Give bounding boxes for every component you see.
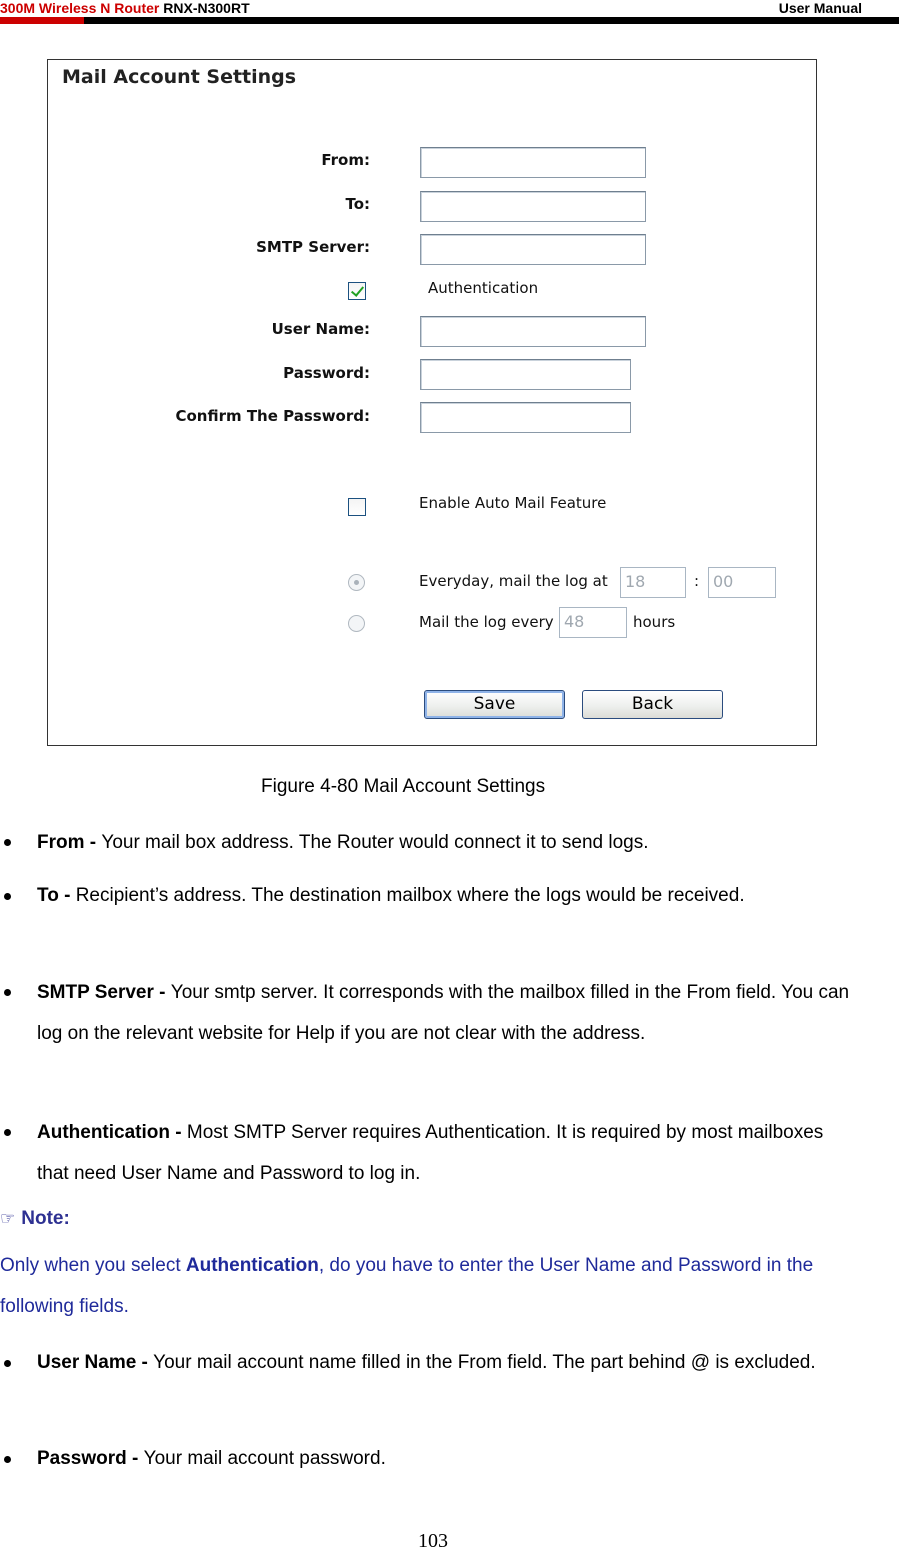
bullet-dot <box>4 1360 11 1367</box>
bullet-password <box>37 1438 857 1479</box>
note-text <box>0 1245 860 1327</box>
password-input[interactable] <box>420 359 631 390</box>
everyday-hour-input[interactable]: 18 <box>620 567 686 598</box>
header-title <box>0 0 250 16</box>
bullet-text: Your smtp server. It corresponds with the mailbox filled in the From field. You can log on the relevant website for Help if you are not clear with the address. <box>37 982 850 1044</box>
note-text-before: Only when you select <box>0 1255 186 1276</box>
everyday-label: Everyday, mail the log at <box>419 572 608 590</box>
note-title: Note: <box>21 1208 70 1229</box>
bullet-term: User Name - <box>37 1352 154 1373</box>
everyday-minute-input[interactable]: 00 <box>708 567 776 598</box>
bullet-term: SMTP Server - <box>37 982 171 1003</box>
back-button[interactable]: Back <box>582 690 723 719</box>
confirm-password-label: Confirm The Password: <box>175 407 370 425</box>
bullet-dot <box>4 839 11 846</box>
bullet-user-name <box>37 1342 857 1383</box>
confirm-password-input[interactable] <box>420 402 631 433</box>
bullet-text: Recipient’s address. The destination mailbox where the logs would be received. <box>75 885 745 906</box>
smtp-server-label: SMTP Server: <box>256 238 370 256</box>
bullet-term: To - <box>37 885 76 906</box>
authentication-checkbox[interactable] <box>348 282 366 300</box>
note-text-after: , do you have to enter the User Name and Password in the following fields. <box>0 1255 814 1317</box>
header-model: RNX-N300RT <box>163 0 250 16</box>
bullet-authentication <box>37 1112 857 1194</box>
password-label: Password: <box>283 364 370 382</box>
panel-title: Mail Account Settings <box>62 66 297 88</box>
user-name-input[interactable] <box>420 316 646 347</box>
enable-auto-mail-label: Enable Auto Mail Feature <box>419 494 607 512</box>
page-number: 103 <box>418 1530 448 1552</box>
bullet-dot <box>4 989 11 996</box>
bullet-text: Your mail box address. The Router would connect it to send logs. <box>101 832 649 853</box>
bullet-term: From - <box>37 832 102 853</box>
note-heading <box>0 1208 70 1230</box>
bullet-term: Password - <box>37 1448 144 1469</box>
header-rule-black <box>84 17 899 24</box>
bullet-text: Most SMTP Server requires Authentication. It is required by most mailboxes that need User Name and Password to log in. <box>37 1122 824 1184</box>
authentication-label: Authentication <box>428 279 539 297</box>
smtp-server-input[interactable] <box>420 234 646 265</box>
user-name-label: User Name: <box>271 320 370 338</box>
bullet-smtp-server <box>37 972 857 1054</box>
pointing-hand-icon: ☞ <box>0 1209 16 1228</box>
mail-every-hours-input[interactable]: 48 <box>559 607 627 638</box>
from-label: From: <box>321 151 370 169</box>
mail-account-settings-panel <box>47 59 817 746</box>
bullet-dot <box>4 1456 11 1463</box>
to-label: To: <box>345 195 370 213</box>
header-doc-type: User Manual <box>778 0 862 16</box>
save-button[interactable]: Save <box>424 690 565 719</box>
mail-every-label: Mail the log every <box>419 613 554 631</box>
bullet-from <box>37 822 857 863</box>
mail-every-radio[interactable] <box>348 615 365 632</box>
header-brand: 300M Wireless N Router <box>0 0 160 16</box>
note-text-bold: Authentication <box>185 1255 319 1276</box>
enable-auto-mail-checkbox[interactable] <box>348 498 366 516</box>
bullet-to <box>37 875 857 916</box>
figure-caption: Figure 4-80 Mail Account Settings <box>261 776 546 797</box>
everyday-radio[interactable] <box>348 574 365 591</box>
bullet-term: Authentication - <box>37 1122 187 1143</box>
bullet-dot <box>4 893 11 900</box>
bullet-text: Your mail account name filled in the From field. The part behind @ is excluded. <box>153 1352 816 1373</box>
bullet-text: Your mail account password. <box>143 1448 386 1469</box>
hours-label: hours <box>633 613 676 631</box>
to-input[interactable] <box>420 191 646 222</box>
bullet-dot <box>4 1129 11 1136</box>
header-rule-red <box>0 17 84 24</box>
time-separator: : <box>694 572 700 590</box>
from-input[interactable] <box>420 147 646 178</box>
